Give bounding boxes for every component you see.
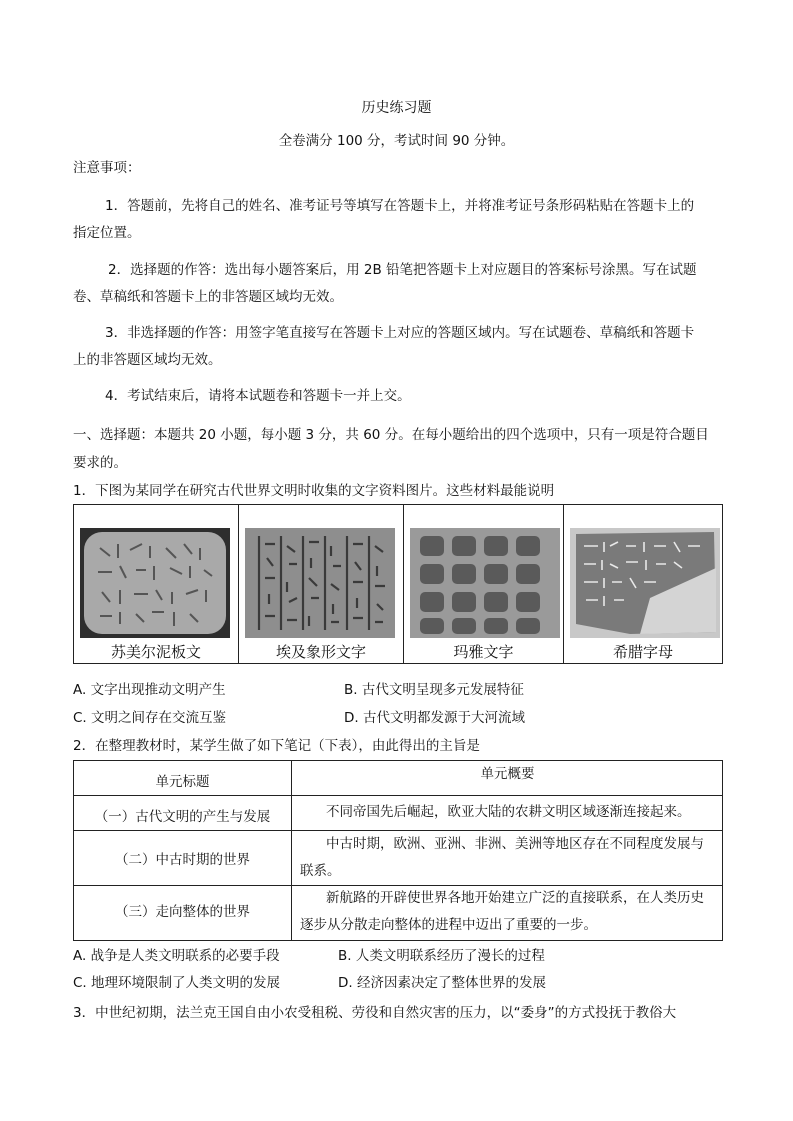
- question-1-option-a: A. 文字出现推动文明产生: [73, 682, 226, 698]
- question-1-option-b: B. 古代文明呈现多元发展特征: [344, 682, 524, 698]
- question-1-figure-table: [73, 504, 723, 664]
- question-3-stem: 3．中世纪初期，法兰克王国自由小农受租税、劳役和自然灾害的压力，以“委身”的方式投抚于教俗大: [73, 1005, 677, 1021]
- sumerian-tablet-image: [80, 528, 230, 638]
- figure-cell-egyptian: [239, 505, 404, 663]
- table-header-unit-title: 单元标题: [155, 774, 210, 790]
- figure-caption: 苏美尔泥板文: [110, 643, 201, 661]
- figure-cell-maya: [404, 505, 564, 663]
- table-divider: [74, 795, 722, 796]
- notice-item-2-line-2: 卷、草稿纸和答题卡上的非答题区域均无效。: [73, 289, 343, 305]
- egyptian-hieroglyph-image: [245, 528, 395, 638]
- exam-info: 全卷满分 100 分，考试时间 90 分钟。: [278, 133, 515, 149]
- table-row-3-title: （三）走向整体的世界: [115, 904, 250, 920]
- question-2-option-b: B. 人类文明联系经历了漫长的过程: [338, 948, 545, 964]
- question-2-stem: 2．在整理教材时，某学生做了如下笔记（下表），由此得出的主旨是: [73, 738, 480, 754]
- table-row-2-title: （二）中古时期的世界: [115, 852, 250, 868]
- figure-cell-sumerian: [74, 505, 239, 663]
- question-2-option-c: C. 地理环境限制了人类文明的发展: [73, 975, 281, 991]
- question-1-option-c: C. 文明之间存在交流互鉴: [73, 710, 227, 726]
- table-row-1-summary: 不同帝国先后崛起，欧亚大陆的农耕文明区域逐渐连接起来。: [326, 804, 691, 820]
- figure-caption: 希腊字母: [612, 643, 673, 661]
- maya-glyph-image: [410, 528, 560, 638]
- notice-heading: 注意事项：: [73, 160, 141, 176]
- section-1-instructions-line-1: 一、选择题：本题共 20 小题，每小题 3 分，共 60 分。在每小题给出的四个选项中，只有一项是符合题目: [73, 427, 709, 443]
- question-1-option-d: D. 古代文明都发源于大河流域: [344, 710, 525, 726]
- notice-item-4: 4．考试结束后，请将本试题卷和答题卡一并上交。: [105, 388, 411, 404]
- figure-caption: 埃及象形文字: [275, 643, 366, 661]
- page-title: 历史练习题: [361, 100, 432, 116]
- greek-alphabet-image: [570, 528, 720, 638]
- notice-item-1-line-2: 指定位置。: [73, 225, 141, 241]
- notice-item-2-line-1: 2．选择题的作答：选出每小题答案后，用 2B 铅笔把答题卡上对应题目的答案标号涂黑。写在试题: [108, 262, 697, 278]
- table-header-unit-summary: 单元概要: [480, 766, 535, 782]
- notice-item-3-line-1: 3．非选择题的作答：用签字笔直接写在答题卡上对应的答题区域内。写在试题卷、草稿纸和答题卡: [105, 325, 695, 341]
- question-2-notes-table: [73, 760, 723, 941]
- question-2-option-d: D. 经济因素决定了整体世界的发展: [338, 975, 546, 991]
- table-row-1-title: （一）古代文明的产生与发展: [94, 809, 271, 825]
- table-row-2-summary: 中古时期，欧洲、亚洲、非洲、美洲等地区存在不同程度发展与联系。: [300, 836, 704, 879]
- figure-cell-greek: [564, 505, 722, 663]
- figure-caption: 玛雅文字: [453, 643, 514, 661]
- question-2-option-a: A. 战争是人类文明联系的必要手段: [73, 948, 280, 964]
- notice-item-3-line-2: 上的非答题区域均无效。: [73, 352, 222, 368]
- section-1-instructions-line-2: 要求的。: [73, 455, 127, 471]
- notice-item-1-line-1: 1．答题前，先将自己的姓名、准考证号等填写在答题卡上，并将准考证号条形码粘贴在答题卡上的: [105, 198, 695, 214]
- table-row-3-summary: 新航路的开辟使世界各地开始建立广泛的直接联系，在人类历史逐步从分散走向整体的进程中迈出了重要的一步。: [300, 890, 704, 933]
- question-1-stem: 1．下图为某同学在研究古代世界文明时收集的文字资料图片。这些材料最能说明: [73, 483, 555, 499]
